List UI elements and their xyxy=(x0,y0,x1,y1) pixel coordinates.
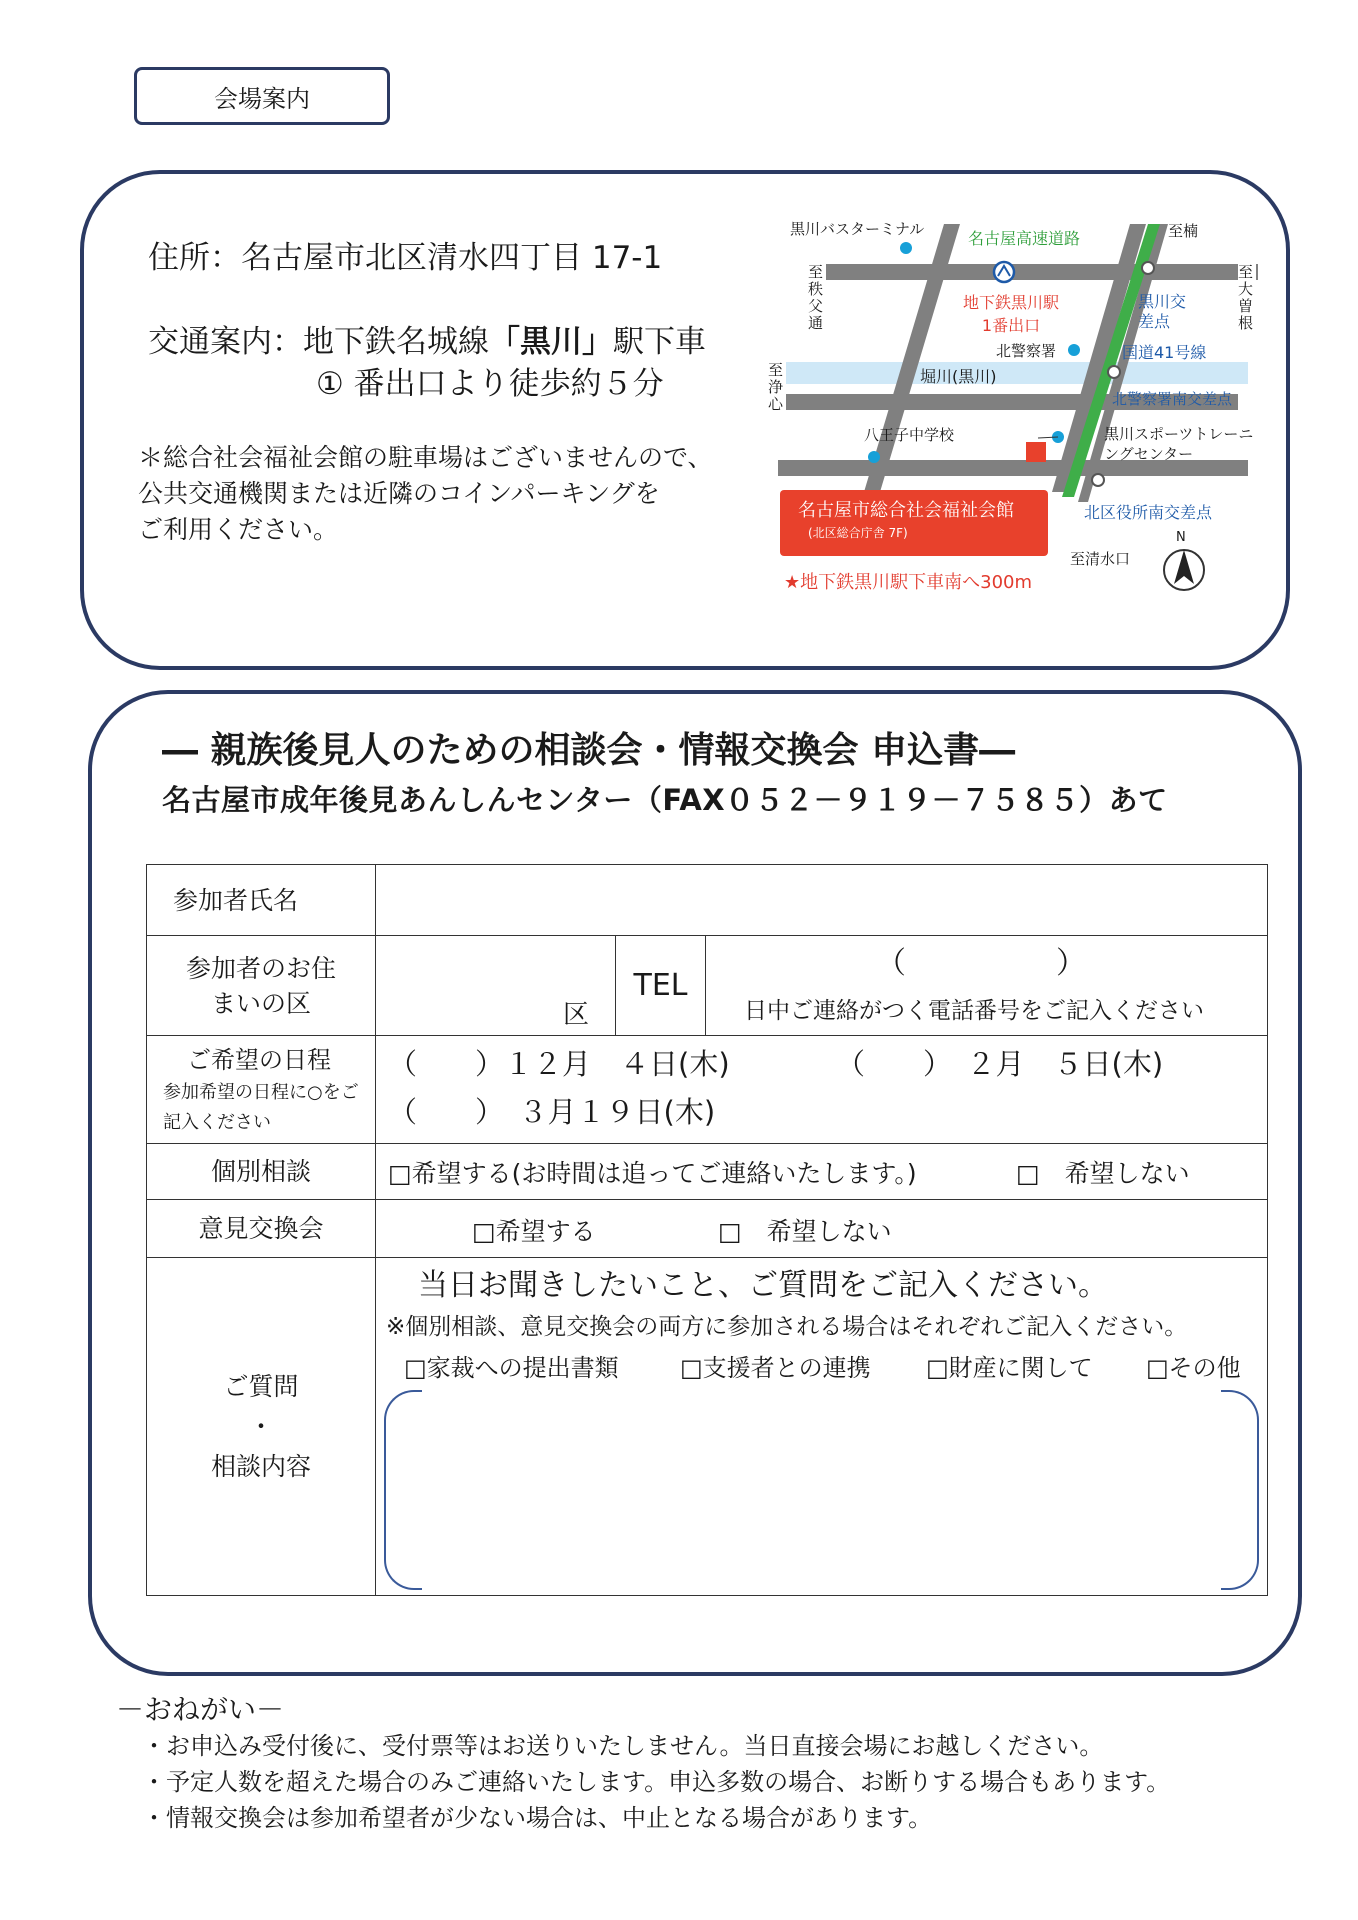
schedule-option-mar19[interactable]: （ ） ３月１９日(木) xyxy=(388,1095,716,1129)
station-name: 地下鉄黒川駅 xyxy=(962,293,1059,312)
venue-guide-tab xyxy=(134,67,390,125)
schedule-label: ご希望の日程 xyxy=(187,1046,331,1074)
tel-field[interactable] xyxy=(705,935,1268,1036)
map-label-to-ozone: 至大曽根 xyxy=(1238,264,1256,332)
tel-note: 日中ご連絡がつく電話番号をご記入ください xyxy=(744,998,1204,1024)
police-marker xyxy=(1068,344,1080,356)
river xyxy=(778,362,1248,384)
road xyxy=(808,264,1258,280)
map-label-to-shimizuguchi: 至清水口 xyxy=(1070,550,1131,568)
map-label-to-kusunoki: 至楠 xyxy=(1168,222,1199,240)
access-map xyxy=(768,212,1264,610)
school-marker xyxy=(868,451,880,463)
venue-guide-label: 会場案内 xyxy=(214,84,310,113)
schedule-label-cell xyxy=(146,1035,376,1144)
question-option-other[interactable]: □その他 xyxy=(1146,1354,1241,1382)
venue-address: 住所：名古屋市北区清水四丁目 17-1 xyxy=(148,240,663,276)
parking-note-line: 公共交通機関または近隣のコインパーキングを xyxy=(138,479,660,508)
exchange-meeting-label: 意見交換会 xyxy=(146,1199,376,1258)
schedule-note: 参加希望の日程に○をご記入ください xyxy=(163,1082,359,1133)
map-label-expressway: 名古屋高速道路 xyxy=(968,229,1081,248)
intersection-marker xyxy=(1142,262,1154,274)
schedule-options xyxy=(375,1035,1268,1144)
map-label-venue-name: 名古屋市総合社会福祉会館 xyxy=(798,500,1014,521)
individual-yes-checkbox[interactable]: □希望する(お時間は追ってご連絡いたします。) xyxy=(388,1159,917,1188)
transit-prefix: 交通案内：地下鉄名城線 xyxy=(148,324,489,360)
intersection-marker xyxy=(1108,366,1120,378)
exchange-meeting-options xyxy=(375,1199,1268,1258)
transit-suffix: 駅下車 xyxy=(613,324,706,360)
schedule-option-dec4[interactable]: （ ）１２月 ４日(木) xyxy=(388,1047,730,1081)
question-option-supporter[interactable]: □支援者との連携 xyxy=(680,1354,871,1382)
map-label-station xyxy=(956,290,1066,336)
parking-note-line: ＊総合社会福祉会館の駐車場はございませんので、 xyxy=(138,443,713,472)
intersection-marker xyxy=(1092,474,1104,486)
map-label-to-joshin: 至浄心 xyxy=(768,362,786,413)
transit-info-line2: ① 番出口より徒歩約５分 xyxy=(316,366,664,402)
questions-heading: 当日お聞きしたいこと、ご質問をご記入ください。 xyxy=(418,1268,1108,1303)
questions-label-2: ・ xyxy=(248,1411,274,1441)
map-label-bus-terminal: 黒川バスターミナル xyxy=(790,220,925,238)
exchange-yes-checkbox[interactable]: □希望する xyxy=(472,1217,596,1246)
textarea-left-bracket xyxy=(384,1390,422,1590)
question-option-court-docs[interactable]: □家裁への提出書類 xyxy=(404,1354,619,1382)
parking-note-line: ご利用ください。 xyxy=(138,515,339,544)
venue-marker xyxy=(1026,442,1046,462)
application-form-table xyxy=(146,864,1268,1596)
map-label-ward-office: 北区役所南交差点 xyxy=(1084,503,1213,522)
questions-label-3: 相談内容 xyxy=(210,1451,311,1481)
questions-label-cell xyxy=(146,1257,376,1596)
map-label-north: N xyxy=(1176,530,1186,545)
tel-parentheses: （ ） xyxy=(876,946,1086,981)
ward-suffix: 区 xyxy=(562,1000,589,1030)
notes-heading: －おねがい－ xyxy=(116,1693,285,1726)
ward-field[interactable] xyxy=(375,935,616,1036)
ward-label-text: 参加者のお住まいの区 xyxy=(185,953,336,1018)
textarea-right-bracket xyxy=(1221,1390,1259,1590)
station-exit: 1番出口 xyxy=(981,316,1041,335)
parking-note xyxy=(138,440,713,548)
exchange-no-checkbox[interactable]: □ 希望しない xyxy=(718,1217,892,1246)
map-label-route41: 国道41号線 xyxy=(1122,343,1207,362)
notes-list xyxy=(142,1728,1170,1836)
note-item: ・お申込み受付後に、受付票等はお送りいたしません。当日直接会場にお越しください。 xyxy=(142,1732,1104,1760)
schedule-option-feb5[interactable]: （ ） ２月 ５日(木) xyxy=(836,1047,1164,1081)
map-label-kurokawa-cross: 黒川交差点 xyxy=(1138,292,1187,331)
participant-ward-label xyxy=(146,935,376,1036)
map-label-hachioji: 八王子中学校 xyxy=(864,426,955,444)
questions-label-1: ご質問 xyxy=(223,1371,299,1401)
map-label-police: 北警察署 xyxy=(996,342,1057,360)
questions-cell xyxy=(375,1257,1268,1596)
map-label-venue-sub: (北区総合庁舎 7F) xyxy=(808,526,908,540)
questions-textarea[interactable] xyxy=(424,1392,1220,1584)
question-option-assets[interactable]: □財産に関して xyxy=(926,1354,1093,1382)
map-label-police-south: 北警察署南交差点 xyxy=(1112,390,1233,408)
map-distance-note: ★地下鉄黒川駅下車南へ300m xyxy=(784,572,1033,593)
note-item: ・情報交換会は参加希望者が少ない場合は、中止となる場合があります。 xyxy=(142,1804,933,1832)
tel-label: TEL xyxy=(615,935,706,1036)
transit-station: 「黒川」 xyxy=(489,324,613,360)
form-title: ― 親族後見人のための相談会・情報交換会 申込書― xyxy=(162,730,1016,771)
questions-note: ※個別相談、意見交換会の両方に参加される場合はそれぞれご記入ください。 xyxy=(386,1314,1188,1340)
map-label-sports: 黒川スポーツトレーニングセンター xyxy=(1104,425,1254,463)
individual-consult-options xyxy=(375,1143,1268,1200)
map-label-to-chichibu: 至秩父通 xyxy=(808,264,826,332)
individual-consult-label: 個別相談 xyxy=(146,1143,376,1200)
access-map-svg xyxy=(768,212,1264,610)
transit-info-line1 xyxy=(148,316,706,361)
participant-name-label: 参加者氏名 xyxy=(146,864,376,936)
bus-terminal-marker xyxy=(900,242,912,254)
map-label-river: 堀川(黒川) xyxy=(920,367,997,386)
individual-no-checkbox[interactable]: □ 希望しない xyxy=(1016,1159,1190,1188)
form-addressee: 名古屋市成年後見あんしんセンター（FAX０５２－９１９－７５８５）あて xyxy=(162,783,1168,817)
participant-name-field[interactable] xyxy=(375,864,1268,936)
note-item: ・予定人数を超えた場合のみご連絡いたします。申込多数の場合、お断りする場合もあります。 xyxy=(142,1768,1171,1796)
